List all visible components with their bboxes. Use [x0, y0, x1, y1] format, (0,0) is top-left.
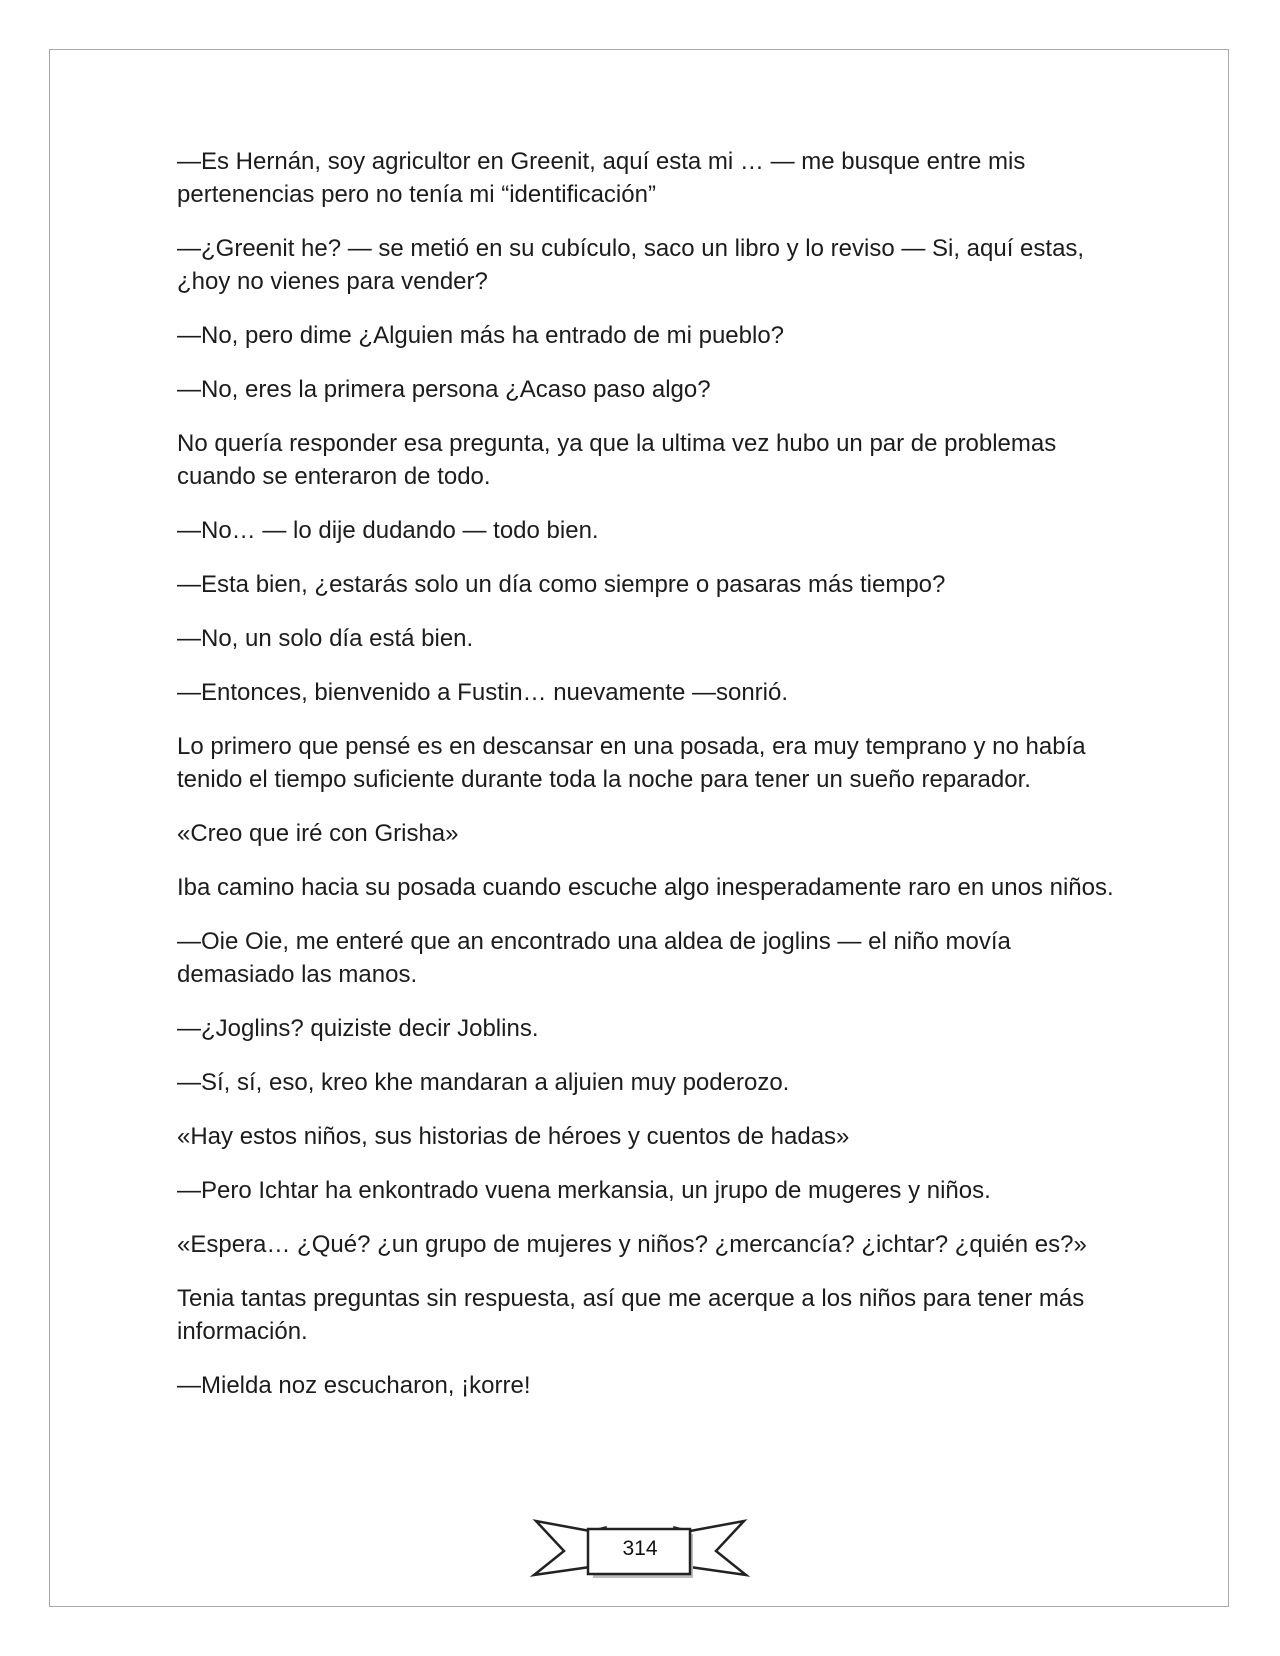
paragraph: Tenia tantas preguntas sin respuesta, así que me acerque a los niños para tener más información. [177, 1285, 1085, 1345]
paragraph: —Esta bien, ¿estarás solo un día como siempre o pasaras más tiempo? [177, 571, 946, 598]
paragraph: —No, un solo día está bien. [177, 625, 474, 652]
paragraph: —Sí, sí, eso, kreo khe mandaran a aljuien muy poderozo. [177, 1069, 790, 1096]
paragraph: —Oie Oie, me enteré que an encontrado una aldea de joglins — el niño movía demasiado las manos. [177, 928, 1011, 988]
paragraph: —Es Hernán, soy agricultor en Greenit, aquí esta mi … — me busque entre mis pertenencias pero no tenía mi “identificación” [177, 148, 1026, 208]
paragraph: Lo primero que pensé es en descansar en una posada, era muy temprano y no había tenido el tiempo suficiente durante toda la noche para tener un sueño reparador. [177, 733, 1086, 793]
paragraph: Iba camino hacia su posada cuando escuche algo inesperadamente raro en unos niños. [177, 874, 1114, 901]
paragraph: —No… — lo dije dudando — todo bien. [177, 517, 599, 544]
paragraph: —Mielda noz escucharon, ¡korre! [177, 1372, 531, 1399]
paragraph: «Hay estos niños, sus historias de héroes y cuentos de hadas» [177, 1123, 850, 1150]
paragraph: —¿Greenit he? — se metió en su cubículo, saco un libro y lo reviso — Si, aquí estas, ¿hoy no vienes para vender? [177, 235, 1085, 295]
page-number-ribbon [528, 1517, 752, 1583]
paragraph: No quería responder esa pregunta, ya que la ultima vez hubo un par de problemas cuando se enteraron de todo. [177, 430, 1057, 490]
page-number: 314 [622, 1537, 658, 1560]
paragraph: —No, pero dime ¿Alguien más ha entrado de mi pueblo? [177, 322, 785, 349]
paragraph: «Creo que iré con Grisha» [177, 820, 459, 847]
paragraph: —No, eres la primera persona ¿Acaso paso algo? [177, 376, 711, 403]
paragraph: «Espera… ¿Qué? ¿un grupo de mujeres y niños? ¿mercancía? ¿ichtar? ¿quién es?» [177, 1231, 1087, 1258]
paragraph: —Pero Ichtar ha enkontrado vuena merkansia, un jrupo de mugeres y niños. [177, 1177, 991, 1204]
paragraph: —Entonces, bienvenido a Fustin… nuevamente —sonrió. [177, 679, 789, 706]
paragraph: —¿Joglins? quiziste decir Joblins. [177, 1015, 539, 1042]
body-text [177, 145, 1117, 1423]
